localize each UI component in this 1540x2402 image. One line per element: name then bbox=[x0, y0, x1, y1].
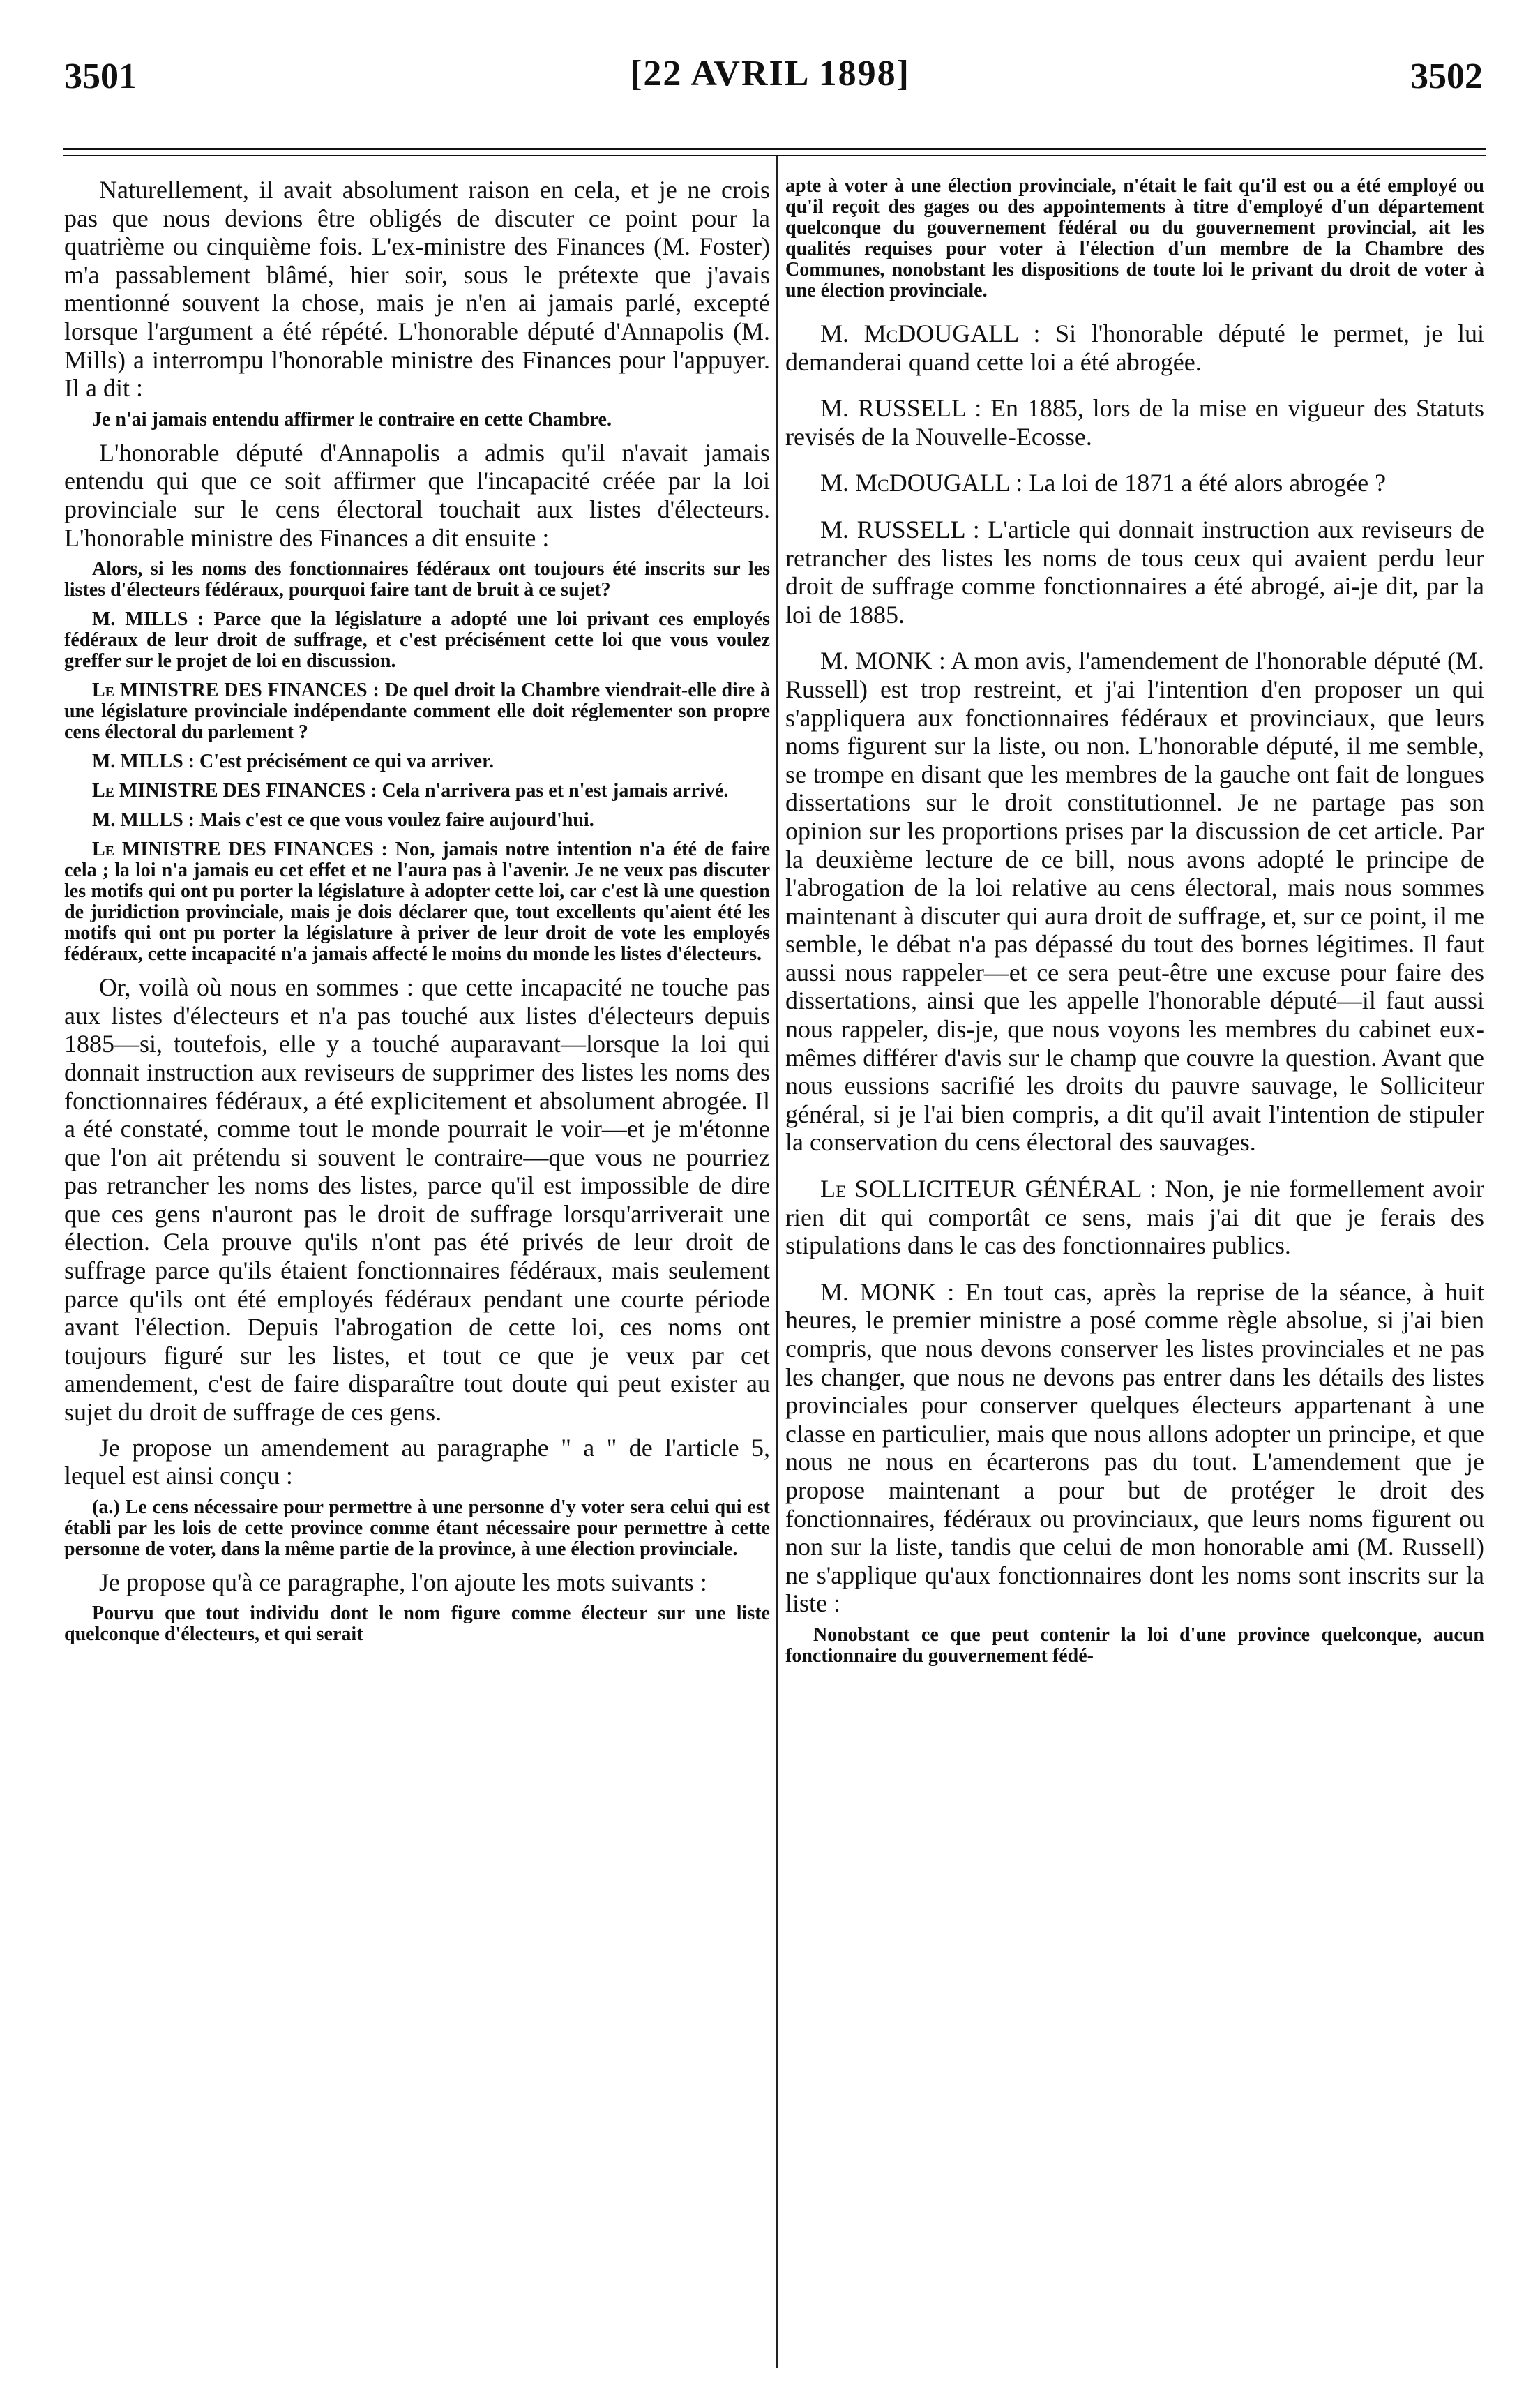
header-rule-bottom bbox=[63, 155, 1486, 156]
right-column bbox=[785, 176, 1484, 1675]
paragraph-text: A mon avis, l'amendement de l'honorable député (M. Russell) est trop restreint, et j'ai l'intention d'en proposer un qui s'appliquera aux fonctionnaires fédéraux et provinciaux, que leurs noms figurent sur la liste, ou non. L'honorable député, il me semble, se trompe en disant que les membres de la gauche ont fait de longues dissertations sur le droit constitutionnel. Je ne partage pas son opinion sur les proportions prises par la discussion de cet article. Par la deuxième lecture de ce bill, nous avons adopté le principe de l'abrogation de la loi relative au cens électoral, mais nous sommes maintenant à discuter qui aura droit de suffrage, et, sur ce point, il me semble, le débat n'a pas dépassé du tout des bornes légitimes. Il faut aussi nous rappeler—et ce sera peut-être une excuse pour faire des dissertations, ainsi que les appelle l'honorable député—il faut aussi nous rappeler, dis-je, que nous voyons les membres du cabinet eux-mêmes différer d'avis sur le champ que couvre la question. Avant que nous eussions sacrifié les droits du pauvre sauvage, le Solliciteur général, si je l'ai bien compris, a dit qu'il avait l'intention de stipuler la conservation du cens électoral des sauvages. bbox=[785, 647, 1485, 1157]
paragraph-text: Je n'ai jamais entendu affirmer le contraire en cette Chambre. bbox=[92, 408, 612, 430]
paragraph bbox=[64, 176, 770, 403]
paragraph-text: C'est précisément ce qui va arriver. bbox=[199, 751, 494, 773]
quoted-paragraph bbox=[64, 680, 770, 743]
quoted-paragraph bbox=[64, 609, 770, 672]
speaker-name: M. McDOUGALL : bbox=[820, 320, 1041, 347]
header-rule-top bbox=[63, 148, 1486, 150]
quoted-paragraph bbox=[64, 751, 770, 772]
speaker-name: M. RUSSELL : bbox=[820, 515, 980, 543]
quoted-paragraph bbox=[64, 781, 770, 802]
paragraph-text: De quel droit la Chambre viendrait-elle dire à une législature provinciale indépendante comment elle doit réglementer son propre cens électoral du parlement ? bbox=[64, 680, 770, 744]
quoted-paragraph bbox=[785, 1625, 1484, 1667]
paragraph bbox=[64, 1434, 770, 1490]
paragraph-text: Parce que la législature a adopté une loi privant ces employés fédéraux de leur droit de suffrage, et c'est précisément cette loi que vous voulez greffer sur le projet de loi en discussion. bbox=[64, 608, 771, 673]
speaker-name: M. MONK : bbox=[820, 647, 946, 675]
page-header bbox=[0, 43, 1540, 99]
paragraph-text: En 1885, lors de la mise en vigueur des Statuts revisés de la Nouvelle-Ecosse. bbox=[785, 394, 1484, 451]
speaker-name: Le MINISTRE DES FINANCES : bbox=[92, 680, 379, 702]
paragraph-text: Nonobstant ce que peut contenir la loi d'une province quelconque, aucun fonctionnaire du gouvernement fédé- bbox=[785, 1623, 1484, 1667]
speaker-name: Le MINISTRE DES FINANCES : bbox=[92, 780, 377, 802]
page-number-left: 3501 bbox=[64, 57, 137, 96]
paragraph-text: En tout cas, après la reprise de la séance, à huit heures, le premier ministre a posé comme règle absolue, si j'ai bien compris, que nous devons conserver les listes provinciales et ne pas les changer, que nous ne devons pas entrer dans les détails des listes provinciales pour conserver quelques électeurs appartenant à une classe en particulier, mais que nous allons adopter un principe, et que nous ne nous en écarterons pas du tout. L'amendement que je propose maintenant a pour but de protéger le droit des fonctionnaires, fédéraux ou provinciaux, que leurs noms figurent ou non sur la liste, tandis que celui de mon honorable ami (M. Russell) ne s'applique qu'aux fonctionnaires dont les noms sont inscrits sur la liste : bbox=[785, 1277, 1485, 1618]
quoted-paragraph bbox=[785, 176, 1484, 301]
paragraph bbox=[785, 1175, 1484, 1260]
paragraph-text: Non, jamais notre intention n'a été de faire cela ; la loi n'a jamais eu cet effet et ne l'aura pas à l'avenir. Je ne veux pas discuter les motifs qui ont pu porter la législature à adopter cette loi, car c'est là une question de juridiction provinciale, mais je dois déclarer que, tout excellents qu'aient été les motifs qui ont pu porter la législature à priver de leur droit de vote les employés fédéraux, cette incapacité n'a jamais affecté le moins du monde les listes d'électeurs. bbox=[64, 839, 771, 966]
paragraph-text: Cela n'arrivera pas et n'est jamais arrivé. bbox=[382, 780, 729, 802]
paragraph-text: Alors, si les noms des fonctionnaires fédéraux ont toujours été inscrits sur les listes d'électeurs fédéraux, pourquoi faire tant de bruit à ce sujet? bbox=[64, 558, 770, 601]
speaker-name: M. McDOUGALL : bbox=[820, 469, 1023, 497]
paragraph-text: Si l'honorable député le permet, je lui demanderai quand cette loi a été abrogée. bbox=[785, 320, 1484, 376]
paragraph-text: Or, voilà où nous en sommes : que cette incapacité ne touche pas aux listes d'électeurs et n'a pas touché aux listes d'électeurs depuis 1885—si, toutefois, elle y a touché auparavant—lorsque la loi qui donnait instruction aux reviseurs de supprimer des listes les noms des fonctionnaires fédéraux, a été explicitement et absolument abrogée. Il a été constaté, comme tout le monde pourrait le voir—et je m'étonne que l'on ait prétendu si souvent le contraire—que vous ne pourriez pas retrancher les noms des listes, parce qu'il est impossible de dire que ces gens n'auront pas le droit de suffrage lorsqu'arriverait une élection. Cela prouve qu'ils n'ont pas été privés de leur droit de suffrage parce qu'ils étaient fonctionnaires fédéraux, mais seulement parce qu'ils ont été employés fédéraux pendant une courte période avant l'élection. Depuis l'abrogation de cette loi, ces noms ont toujours figuré sur les listes, et tout ce que je veux par cet amendement, c'est de faire disparaître tout doute qui peut exister au sujet du droit de suffrage de ces gens. bbox=[64, 973, 770, 1427]
paragraph bbox=[785, 647, 1484, 1157]
quoted-paragraph bbox=[64, 559, 770, 601]
page-number-right: 3502 bbox=[1410, 57, 1483, 96]
speaker-name: Le SOLLICITEUR GÉNÉRAL : bbox=[820, 1175, 1157, 1203]
speaker-name: M. RUSSELL : bbox=[820, 394, 982, 423]
paragraph bbox=[785, 394, 1484, 451]
speaker-name: M. MILLS : bbox=[92, 608, 204, 631]
paragraph bbox=[785, 320, 1484, 376]
issue-date: [22 AVRIL 1898] bbox=[630, 54, 910, 93]
quoted-paragraph bbox=[64, 410, 770, 430]
paragraph-text: Je propose un amendement au paragraphe " a " de l'article 5, lequel est ainsi conçu : bbox=[64, 1433, 770, 1490]
paragraph-text: apte à voter à une élection provinciale, n'était le fait qu'il est ou a été employé ou qu'il reçoit des gages ou des appointements à titre d'employé d'un département quelconque du gouvernement fédéral ou du gouvernement provincial, ait les qualités requises pour voter à l'élection d'un membre de la Chambre des Communes, nonobstant les dispositions de toute loi le privant du droit de voter à une élection provinciale. bbox=[785, 175, 1484, 301]
paragraph bbox=[64, 1568, 770, 1597]
quoted-paragraph bbox=[64, 839, 770, 965]
quoted-paragraph bbox=[64, 1497, 770, 1560]
paragraph-text: L'honorable député d'Annapolis a admis qu'il n'avait jamais entendu qui que ce soit affirmer que l'incapacité créée par la loi provinciale sur le cens électoral touchait aux listes d'électeurs. L'honorable ministre des Finances a dit ensuite : bbox=[64, 438, 770, 552]
paragraph-text: La loi de 1871 a été alors abrogée ? bbox=[1029, 469, 1387, 497]
paragraph-text: (a.) Le cens nécessaire pour permettre à une personne d'y voter sera celui qui est établi par les lois de cette province comme étant nécessaire pour permettre à cette personne de voter, dans la même partie de la province, à une élection provinciale. bbox=[64, 1496, 770, 1560]
paragraph-text: L'article qui donnait instruction aux reviseurs de retrancher des listes les noms de tous ceux qui avaient perdu leur droit de suffrage comme fonctionnaires a été abrogé, ai-je dit, par la loi de 1885. bbox=[785, 515, 1484, 629]
speaker-name: M. MONK : bbox=[820, 1277, 955, 1306]
paragraph-text: Mais c'est ce que vous voulez faire aujourd'hui. bbox=[199, 809, 594, 832]
speaker-name: M. MILLS : bbox=[92, 809, 195, 832]
paragraph bbox=[785, 516, 1484, 629]
paragraph-text: Non, je nie formellement avoir rien dit qui comportât ce sens, mais j'ai dit que je ferais des stipulations dans le cas des fonctionnaires publics. bbox=[785, 1175, 1484, 1260]
column-divider bbox=[776, 156, 778, 2368]
paragraph-text: Pourvu que tout individu dont le nom figure comme électeur sur une liste quelconque d'électeurs, et qui serait bbox=[64, 1602, 770, 1646]
quoted-paragraph bbox=[64, 1603, 770, 1645]
paragraph bbox=[64, 439, 770, 552]
paragraph-text: Je propose qu'à ce paragraphe, l'on ajoute les mots suivants : bbox=[99, 1568, 707, 1596]
paragraph-text: Naturellement, il avait absolument raison en cela, et je ne crois pas que nous devions être obligés de discuter ce point pour la quatrième ou cinquième fois. L'ex-ministre des Finances (M. Foster) m'a passablement blâmé, hier soir, sous le prétexte que j'avais mentionné souvent la chose, mais je n'en ai jamais parlé, excepté lorsque l'argument a été répété. L'honorable député d'Annapolis (M. Mills) a interrompu l'honorable ministre des Finances pour l'appuyer. Il a dit : bbox=[64, 176, 770, 403]
paragraph bbox=[785, 469, 1484, 497]
quoted-paragraph bbox=[64, 810, 770, 831]
left-column bbox=[64, 176, 770, 1653]
paragraph bbox=[64, 973, 770, 1427]
speaker-name: Le MINISTRE DES FINANCES : bbox=[92, 839, 388, 861]
paragraph bbox=[785, 1278, 1484, 1618]
speaker-name: M. MILLS : bbox=[92, 751, 195, 773]
